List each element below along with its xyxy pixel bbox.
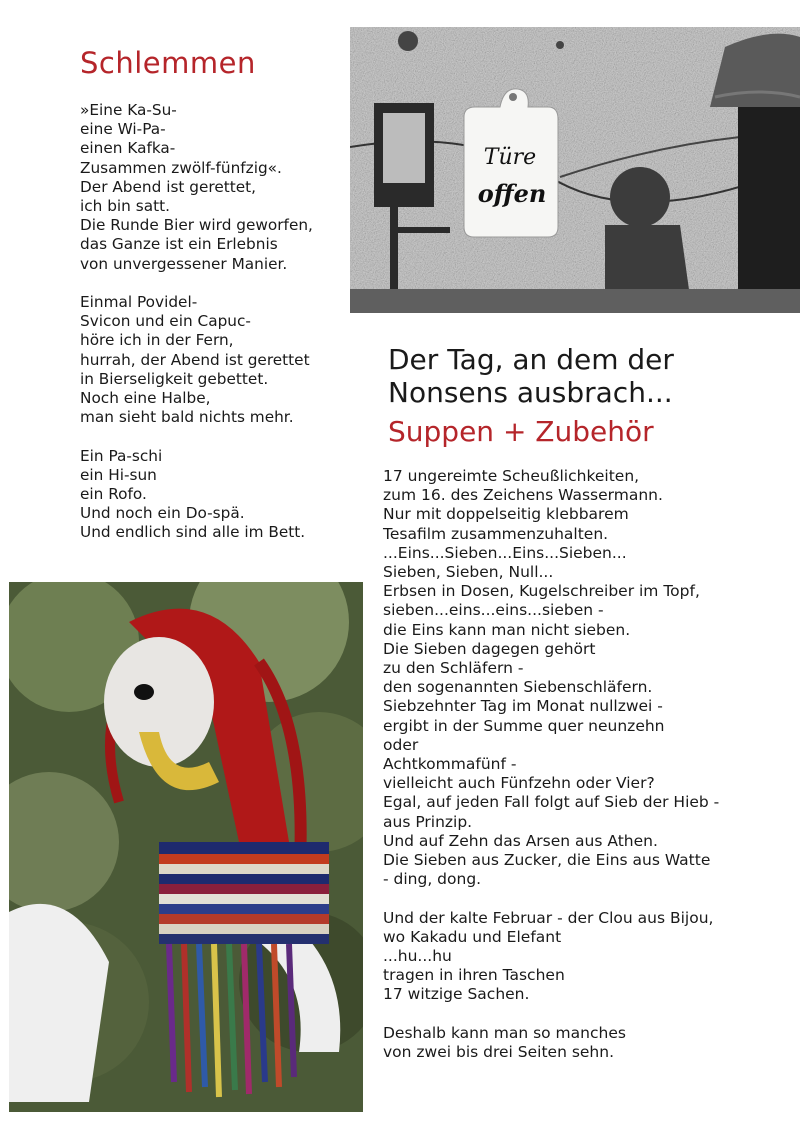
poem-line: Einmal Povidel- <box>80 293 198 312</box>
poem-line: Siebzehnter Tag im Monat nullzwei - <box>383 697 663 716</box>
poem-line: in Bierseligkeit gebettet. <box>80 369 269 388</box>
right-heading <box>388 343 674 409</box>
poem-line: Die Sieben aus Zucker, die Eins aus Watte <box>383 851 711 870</box>
bottom-photo <box>9 582 363 1112</box>
poem-line: Und noch ein Do-spä. <box>80 504 245 523</box>
poem-line: ...Eins...Sieben...Eins...Sieben... <box>383 543 627 562</box>
poem-line: - ding, dong. <box>383 870 482 889</box>
poem-line: wo Kakadu und Elefant <box>383 927 562 946</box>
sign-text-line1: Türe <box>483 145 537 170</box>
poem-line: 17 witzige Sachen. <box>383 985 530 1004</box>
poem-line: man sieht bald nichts mehr. <box>80 408 294 427</box>
stanza-gap <box>383 889 719 908</box>
poem-line: aus Prinzip. <box>383 812 473 831</box>
poem-line: Tesafilm zusammenzuhalten. <box>383 524 609 543</box>
poem-line: ergibt in der Summe quer neunzehn <box>383 716 665 735</box>
poem-line: Sieben, Sieben, Null... <box>383 563 554 582</box>
right-poem <box>383 467 719 1062</box>
poem-line: »Eine Ka-Su- <box>80 101 177 119</box>
top-photo <box>350 27 800 313</box>
poem-line: eine Wi-Pa- <box>80 120 166 139</box>
poem-line: einen Kafka- <box>80 139 176 158</box>
poem-line: 17 ungereimte Scheußlichkeiten, <box>383 467 640 485</box>
sign-text-line2: offen <box>477 179 547 208</box>
right-heading-line1: Der Tag, an dem der <box>388 343 674 376</box>
left-title: Schlemmen <box>80 46 256 80</box>
right-heading-line2: Nonsens ausbrach... <box>388 376 673 409</box>
poem-line: von zwei bis drei Seiten sehn. <box>383 1043 615 1062</box>
poem-line: Die Sieben dagegen gehört <box>383 639 596 658</box>
poem-line: ich bin satt. <box>80 197 170 216</box>
right-subheading: Suppen + Zubehör <box>388 415 654 448</box>
poem-line: die Eins kann man nicht sieben. <box>383 620 631 639</box>
poem-line: Und auf Zehn das Arsen aus Athen. <box>383 831 658 850</box>
poem-line: Die Runde Bier wird geworfen, <box>80 216 313 235</box>
poem-line: Erbsen in Dosen, Kugelschreiber im Topf, <box>383 582 700 601</box>
poem-line: Ein Pa-schi <box>80 446 163 465</box>
poem-line: vielleicht auch Fünfzehn oder Vier? <box>383 774 655 793</box>
poem-line: Nur mit doppelseitig klebbarem <box>383 505 629 524</box>
poem-line: zu den Schläfern - <box>383 659 524 678</box>
poem-line: zum 16. des Zeichens Wassermann. <box>383 486 663 505</box>
poem-line: ...hu...hu <box>383 947 452 966</box>
poem-line: oder <box>383 735 419 754</box>
poem-line: Und der kalte Februar - der Clou aus Bijou, <box>383 908 714 927</box>
poem-line: Der Abend ist gerettet, <box>80 177 257 196</box>
poem-line: Und endlich sind alle im Bett. <box>80 523 306 542</box>
poem-line: tragen in ihren Taschen <box>383 966 565 985</box>
poem-line: das Ganze ist ein Erlebnis <box>80 235 278 254</box>
poem-line: Svicon und ein Capuc- <box>80 312 251 331</box>
poem-line: Deshalb kann man so manches <box>383 1023 626 1042</box>
poem-line: höre ich in der Fern, <box>80 331 234 350</box>
poem-line: Zusammen zwölf-fünfzig«. <box>80 158 282 177</box>
poem-line: hurrah, der Abend ist gerettet <box>80 350 310 369</box>
poem-line: von unvergessener Manier. <box>80 254 288 273</box>
poem-line: ein Rofo. <box>80 485 147 504</box>
poem-line: ein Hi-sun <box>80 465 157 484</box>
poem-line: Achtkommafünf - <box>383 755 517 774</box>
poem-line: Noch eine Halbe, <box>80 389 211 408</box>
stanza-gap <box>80 427 313 446</box>
left-poem <box>80 101 313 543</box>
stanza-gap <box>383 1005 719 1024</box>
stanza-gap <box>80 274 313 293</box>
poem-line: Egal, auf jeden Fall folgt auf Sieb der Hieb - <box>383 793 720 812</box>
poem-line: den sogenannten Siebenschläfern. <box>383 678 653 697</box>
poem-line: sieben...eins...eins...sieben - <box>383 601 604 620</box>
